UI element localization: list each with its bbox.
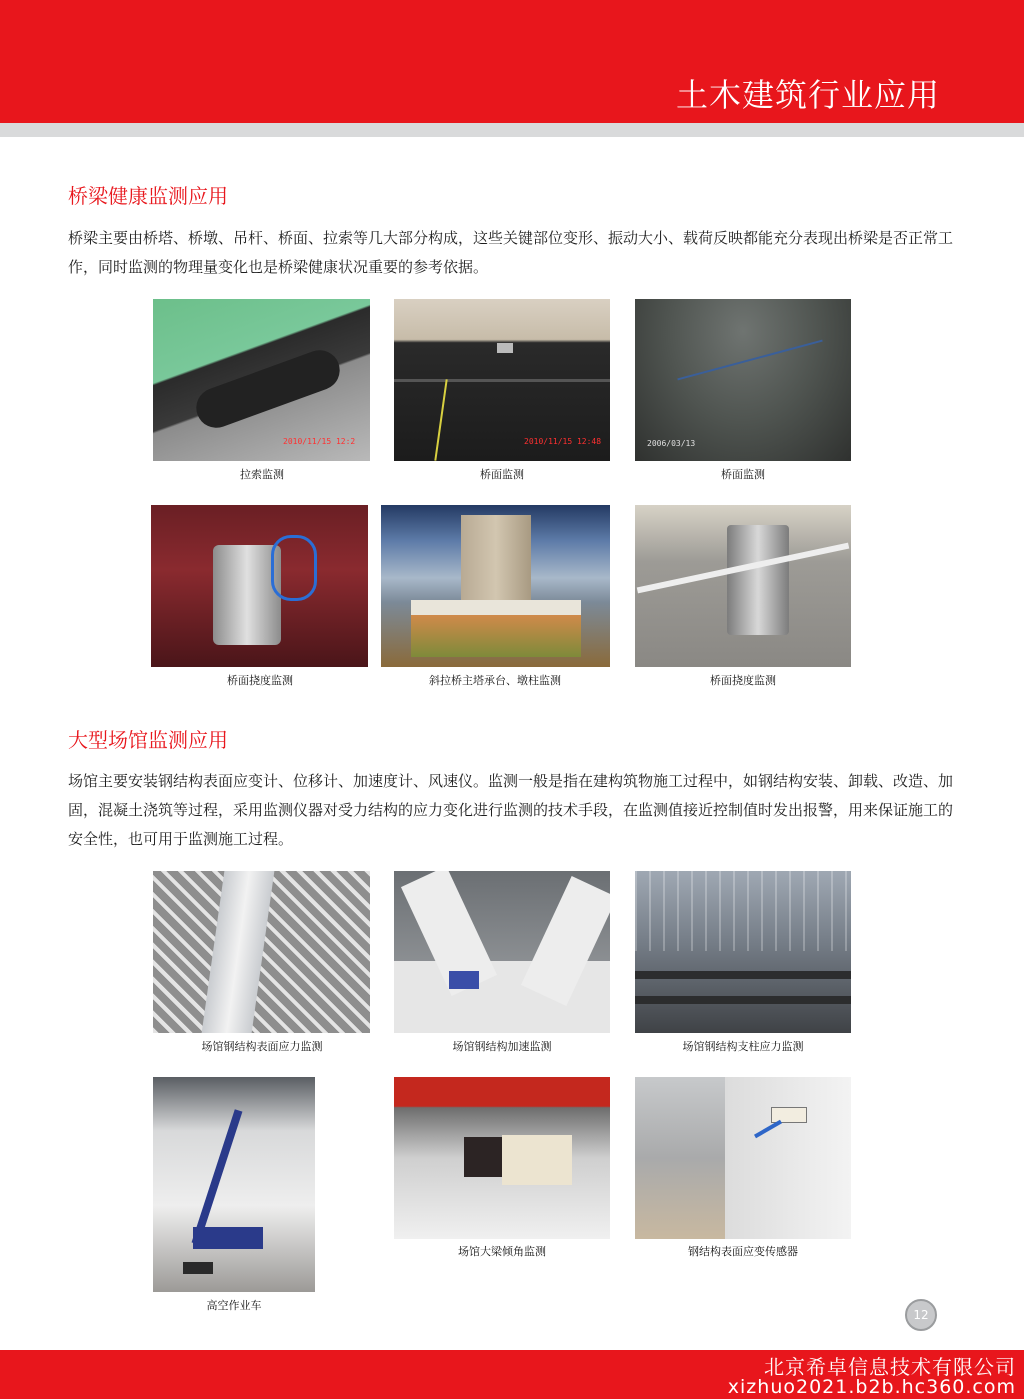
header-divider [0,123,1024,137]
bridge-section-title: 桥梁健康监测应用 [68,184,228,208]
photo-caption: 桥面挠度监测 [710,674,776,687]
photo-timestamp: 2010/11/15 12:48 [524,437,602,446]
column-stress-monitoring-photo [635,871,851,1033]
photo-caption: 场馆钢结构表面应力监测 [201,1040,323,1053]
footer-company-name: 北京希卓信息技术有限公司 [764,1355,1016,1379]
photo-caption: 钢结构表面应变传感器 [688,1245,798,1258]
page-title: 土木建筑行业应用 [675,76,940,114]
aerial-work-vehicle-photo [153,1077,315,1292]
deflection-monitoring-photo-1 [151,505,368,667]
photo-caption: 桥面挠度监测 [227,674,293,687]
photo-caption: 桥面监测 [721,468,765,481]
photo-caption: 场馆钢结构支柱应力监测 [682,1040,804,1053]
stadium-section-body: 场馆主要安装钢结构表面应变计、位移计、加速度计、风速仪。监测一般是指在建构筑物施工过程中，如钢结构安装、卸载、改造、加固，混凝土浇筑等过程，采用监测仪器对受力结构的应力变化进行监测的技术手段，在监测值接近控制值时发出报警，用来保证施工的安全性，也可用于监测施工过程。 [68,772,954,848]
photo-timestamp: 2010/11/15 12:2 [283,437,356,446]
photo-timestamp: 2006/03/13 [647,439,696,448]
deflection-monitoring-photo-2 [635,505,851,667]
deck-monitoring-photo-2 [635,299,851,461]
photo-caption: 桥面监测 [480,468,524,481]
acceleration-monitoring-photo [394,871,610,1033]
photo-caption: 场馆钢结构加速监测 [452,1040,552,1053]
deck-monitoring-photo-1 [394,299,610,461]
bridge-section-body: 桥梁主要由桥塔、桥墩、吊杆、桥面、拉索等几大部分构成，这些关键部位变形、振动大小、载荷反映都能充分表现出桥梁是否正常工作，同时监测的物理量变化也是桥梁健康状况重要的参考依据。 [68,229,954,276]
surface-strain-sensor-photo [635,1077,851,1239]
pylon-pier-monitoring-photo [381,505,610,667]
stadium-section-title: 大型场馆监测应用 [68,728,228,752]
cable-monitoring-photo [153,299,370,461]
photo-caption: 斜拉桥主塔承台、墩柱监测 [429,674,561,687]
photo-caption: 高空作业车 [206,1299,262,1312]
photo-caption: 拉索监测 [240,468,284,481]
surface-stress-monitoring-photo [153,871,370,1033]
footer-url: xizhuo2021.b2b.hc360.com [727,1376,1016,1398]
beam-tilt-monitoring-photo [394,1077,610,1239]
page-number: 12 [905,1299,937,1331]
photo-caption: 场馆大梁倾角监测 [458,1245,546,1258]
